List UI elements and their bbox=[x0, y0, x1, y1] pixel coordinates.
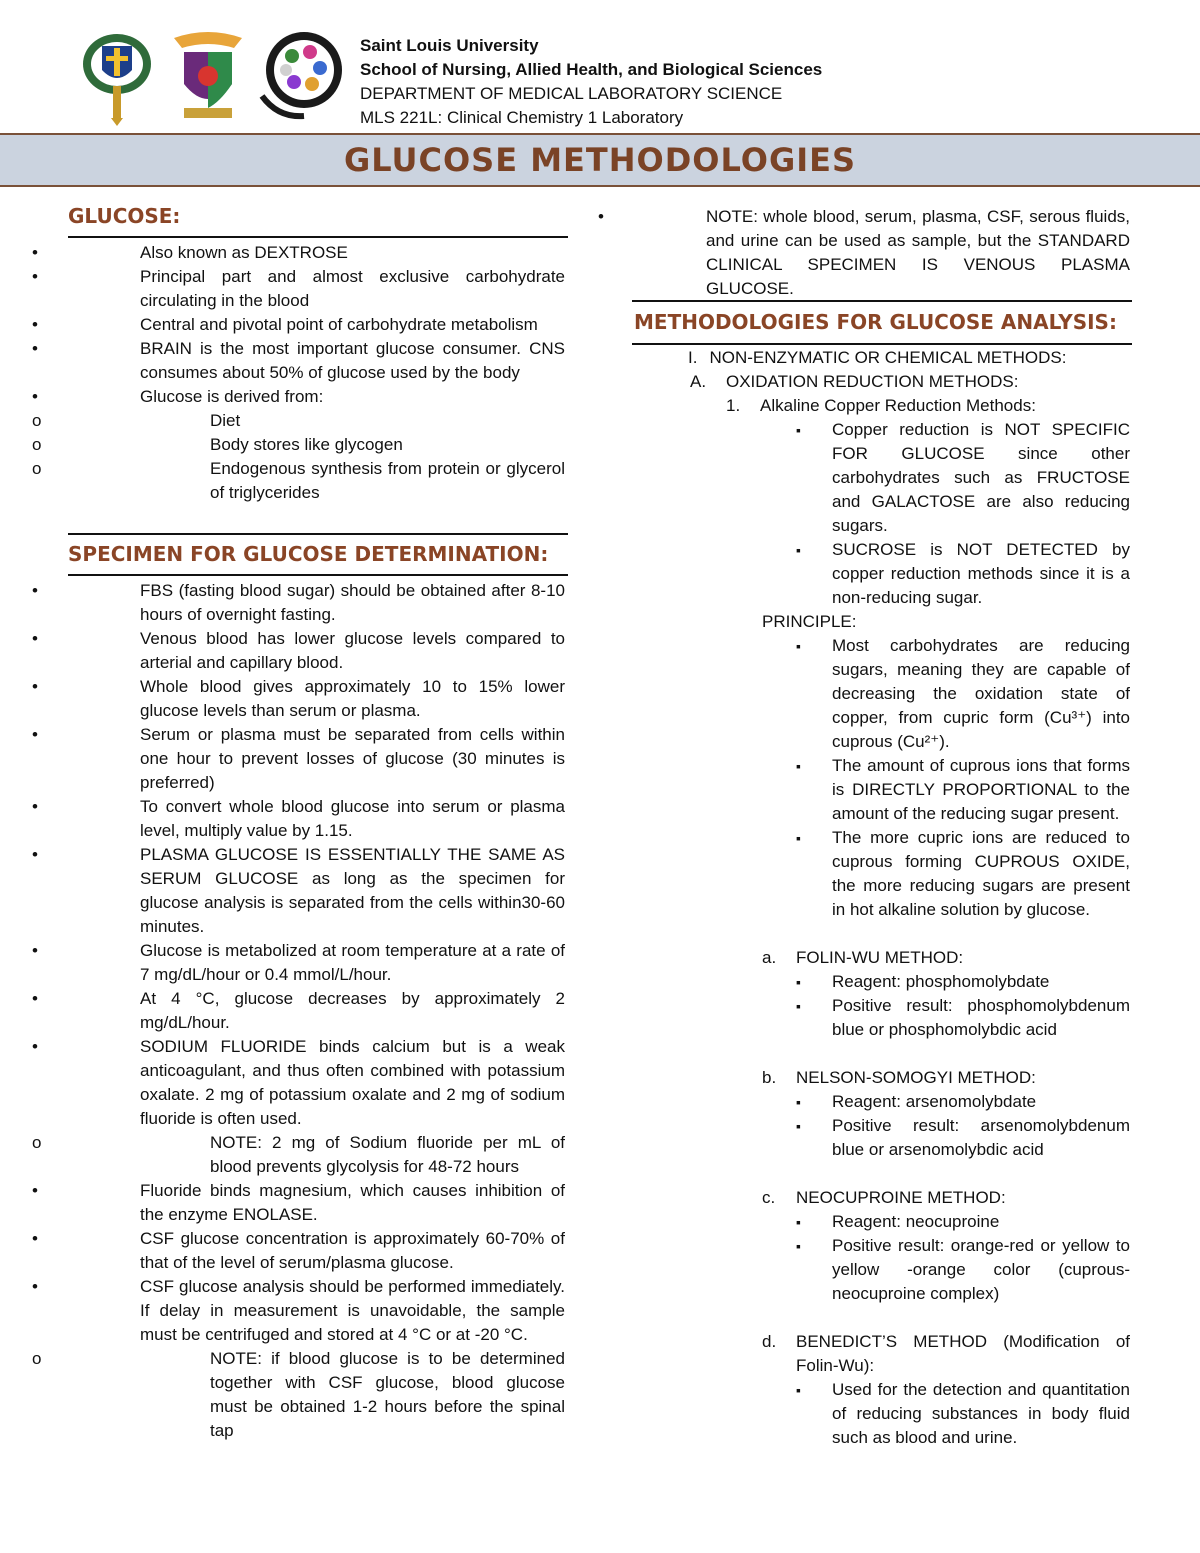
outline-level-1: I. NON-ENZYMATIC OR CHEMICAL METHODS: bbox=[688, 348, 1067, 367]
list-item: ▪ Positive result: phosphomolybdenum blue or phosphomolybdic acid bbox=[634, 994, 1130, 1042]
glucose-list bbox=[68, 241, 565, 505]
university-name: Saint Louis University bbox=[360, 36, 539, 55]
list-item: • FBS (fasting blood sugar) should be obtained after 8-10 hours of overnight fasting. bbox=[68, 579, 565, 627]
list-item: ▪ Copper reduction is NOT SPECIFIC FOR GLUCOSE since other carbohydrates such as FRUCTOSE and GALACTOSE are also reducing sugars. bbox=[634, 418, 1130, 538]
list-item: ▪ SUCROSE is NOT DETECTED by copper reduction methods since it is a non-reducing sugar. bbox=[634, 538, 1130, 610]
course-name: MLS 221L: Clinical Chemistry 1 Laboratory bbox=[360, 108, 684, 127]
methodologies-outline bbox=[634, 346, 1130, 1450]
section-heading-methodologies: METHODOLOGIES FOR GLUCOSE ANALYSIS: bbox=[634, 310, 1117, 334]
outline-level-2: A. OXIDATION REDUCTION METHODS: bbox=[690, 372, 1019, 391]
list-item: • NOTE: whole blood, serum, plasma, CSF, serous fluids, and urine can be used as sample, but the STANDARD CLINICAL SPECIMEN IS VENOUS PLASMA GLUCOSE. bbox=[634, 205, 1130, 301]
list-item: • Venous blood has lower glucose levels compared to arterial and capillary blood. bbox=[68, 627, 565, 675]
list-item: ▪ Used for the detection and quantitation of reducing substances in body fluid such as blood and urine. bbox=[634, 1378, 1130, 1450]
list-item: ▪ Reagent: phosphomolybdate bbox=[634, 970, 1130, 994]
list-item: • Also known as DEXTROSE bbox=[68, 241, 565, 265]
list-item: • CSF glucose analysis should be performed immediately. If delay in measurement is unavoidable, the sample must be centrifuged and stored at 4 °C or at -20 °C. bbox=[68, 1275, 565, 1347]
list-item: ▪ The amount of cuprous ions that forms is DIRECTLY PROPORTIONAL to the amount of the reducing sugar present. bbox=[634, 754, 1130, 826]
section-heading-glucose: GLUCOSE: bbox=[68, 204, 181, 228]
principle-label: PRINCIPLE: bbox=[762, 612, 857, 631]
list-item: ▪ The more cupric ions are reduced to cuprous forming CUPROUS OXIDE, the more reducing sugars are present in hot alkaline solution by glucose. bbox=[634, 826, 1130, 922]
list-item: o Diet bbox=[68, 409, 565, 433]
divider bbox=[68, 574, 568, 576]
school-crest-icon bbox=[164, 26, 252, 126]
divider bbox=[632, 300, 1132, 302]
list-item: • PLASMA GLUCOSE IS ESSENTIALLY THE SAME AS SERUM GLUCOSE as long as the specimen for glucose analysis is separated from the cells within30-60 minutes. bbox=[68, 843, 565, 939]
list-item: ▪ Most carbohydrates are reducing sugars, meaning they are capable of decreasing the oxidation state of copper, from cupric form (Cu³⁺) into cuprous (Cu²⁺). bbox=[634, 634, 1130, 754]
document-header bbox=[360, 34, 822, 130]
list-item: o NOTE: if blood glucose is to be determined together with CSF glucose, blood glucose must be obtained 1-2 hours before the spinal tap bbox=[68, 1347, 565, 1443]
page-title: GLUCOSE METHODOLOGIES bbox=[343, 141, 857, 179]
list-item: o Endogenous synthesis from protein or glycerol of triglycerides bbox=[68, 457, 565, 505]
list-item: • At 4 °C, glucose decreases by approximately 2 mg/dL/hour. bbox=[68, 987, 565, 1035]
list-item: • Central and pivotal point of carbohydrate metabolism bbox=[68, 313, 565, 337]
list-item: ▪ Reagent: neocuproine bbox=[634, 1210, 1130, 1234]
list-item: • SODIUM FLUORIDE binds calcium but is a weak anticoagulant, and thus often combined with potassium oxalate. 2 mg of potassium oxalate and 2 mg of sodium fluoride is often used. bbox=[68, 1035, 565, 1131]
list-item: ▪ Positive result: arsenomolybdenum blue or arsenomolybdic acid bbox=[634, 1114, 1130, 1162]
outline-level-3: 1. Alkaline Copper Reduction Methods: bbox=[726, 396, 1036, 415]
list-item: ▪ Reagent: arsenomolybdate bbox=[634, 1090, 1130, 1114]
list-item: • Whole blood gives approximately 10 to 15% lower glucose levels than serum or plasma. bbox=[68, 675, 565, 723]
list-item: ▪ Positive result: orange-red or yellow to yellow -orange color (cuprous-neocuproine complex) bbox=[634, 1234, 1130, 1306]
method-neocuproine: c. NEOCUPROINE METHOD: bbox=[762, 1188, 1006, 1207]
logos bbox=[78, 26, 346, 126]
list-item: o NOTE: 2 mg of Sodium fluoride per mL of blood prevents glycolysis for 48-72 hours bbox=[68, 1131, 565, 1179]
divider bbox=[632, 343, 1132, 345]
title-bar bbox=[0, 133, 1200, 187]
list-item: • BRAIN is the most important glucose consumer. CNS consumes about 50% of glucose used by the body bbox=[68, 337, 565, 385]
divider bbox=[68, 236, 568, 238]
list-item: • To convert whole blood glucose into serum or plasma level, multiply value by 1.15. bbox=[68, 795, 565, 843]
method-folin-wu: a. FOLIN-WU METHOD: bbox=[762, 948, 964, 967]
department-name: DEPARTMENT OF MEDICAL LABORATORY SCIENCE bbox=[360, 84, 783, 103]
method-benedict: d. BENEDICT’S METHOD (Modification of Folin-Wu): bbox=[762, 1332, 1130, 1375]
list-item: • Principal part and almost exclusive carbohydrate circulating in the blood bbox=[68, 265, 565, 313]
list-item: • Glucose is metabolized at room temperature at a rate of 7 mg/dL/hour or 0.4 mmol/L/hour. bbox=[68, 939, 565, 987]
list-item: • CSF glucose concentration is approximately 60-70% of that of the level of serum/plasma glucose. bbox=[68, 1227, 565, 1275]
list-item: o Body stores like glycogen bbox=[68, 433, 565, 457]
section-heading-specimen: SPECIMEN FOR GLUCOSE DETERMINATION: bbox=[68, 542, 549, 566]
divider bbox=[68, 533, 568, 535]
list-item: • Serum or plasma must be separated from cells within one hour to prevent losses of glucose (30 minutes is preferred) bbox=[68, 723, 565, 795]
specimen-list bbox=[68, 579, 565, 1443]
list-item: • Glucose is derived from: bbox=[68, 385, 565, 409]
list-item: • Fluoride binds magnesium, which causes inhibition of the enzyme ENOLASE. bbox=[68, 1179, 565, 1227]
school-name: School of Nursing, Allied Health, and Biological Sciences bbox=[360, 60, 823, 79]
sample-note bbox=[634, 205, 1130, 301]
method-nelson-somogyi: b. NELSON-SOMOGYI METHOD: bbox=[762, 1068, 1036, 1087]
university-seal-icon bbox=[78, 26, 156, 126]
department-seal-icon bbox=[258, 26, 346, 126]
